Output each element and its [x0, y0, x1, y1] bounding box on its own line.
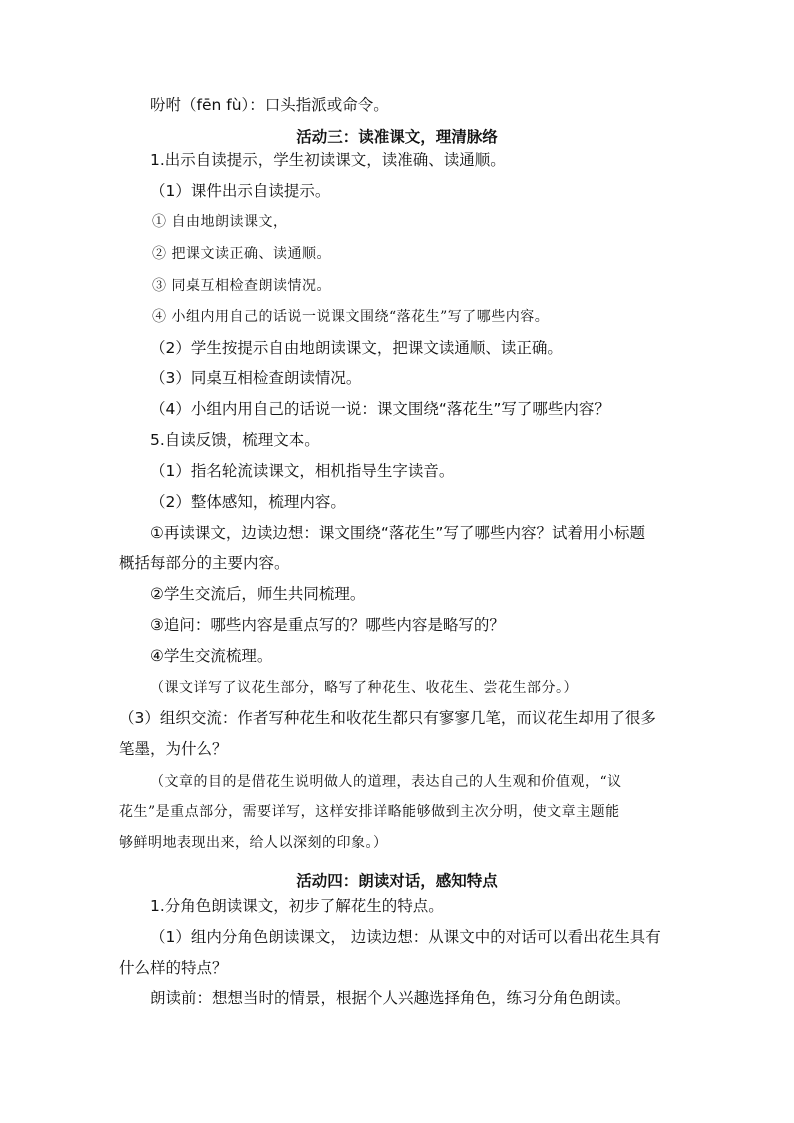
- note2-line-c: 够鲜明地表现出来，给人以深刻的印象。）: [119, 835, 388, 851]
- prompt-3: ③ 同桌互相检查朗读情况。: [152, 278, 331, 294]
- section3-sub2: （2）学生按提示自由地朗读课文，把课文读通顺、读正确。: [150, 339, 563, 357]
- item4: ④学生交流梳理。: [150, 647, 273, 665]
- section3-sub1: （1）课件出示自读提示。: [150, 182, 331, 200]
- section3-sub3: （3）同桌互相检查朗读情况。: [150, 369, 362, 387]
- prompt-4: ④ 小组内用自己的话说一说课文围绕“落花生”写了哪些内容。: [152, 309, 550, 325]
- sub5-3-line-a: （3）组织交流：作者写种花生和收花生都只有寥寥几笔，而议花生却用了很多: [119, 709, 656, 727]
- section3-sub4: （4）小组内用自己的话说一说：课文围绕“落花生”写了哪些内容？: [150, 400, 610, 418]
- note1: （课文详写了议花生部分，略写了种花生、收花生、尝花生部分。）: [150, 680, 578, 696]
- item1-line-b: 概括每部分的主要内容。: [119, 554, 290, 572]
- item3: ③追问：哪些内容是重点写的？哪些内容是略写的？: [150, 616, 505, 634]
- item1-line-a: ①再读课文，边读边想：课文围绕“落花生”写了哪些内容？试着用小标题: [150, 524, 645, 542]
- note2-line-b: 花生”是重点部分，需要详写，这样安排详略能够做到主次分明，使文章主题能: [119, 804, 620, 820]
- section4-before: 朗读前：想想当时的情景，根据个人兴趣选择角色，练习分角色朗读。: [150, 989, 631, 1007]
- vocab-line: 吩咐（fēn fù）：口头指派或命令。: [150, 96, 389, 114]
- prompt-2: ② 把课文读正确、读通顺。: [152, 246, 331, 262]
- item2: ②学生交流后，师生共同梳理。: [150, 585, 366, 603]
- section3-heading: 活动三：读准课文，理清脉络: [296, 128, 498, 146]
- section4-sub1-line-a: （1）组内分角色朗读课文， 边读边想：从课文中的对话可以看出花生具有: [150, 928, 661, 946]
- section4-step1: 1.分角色朗读课文，初步了解花生的特点。: [150, 897, 444, 915]
- note2-line-a: （文章的目的是借花生说明做人的道理，表达自己的人生观和价值观，“议: [150, 774, 622, 790]
- section4-sub1-line-b: 什么样的特点？: [119, 959, 228, 977]
- section3-sub5-2: （2）整体感知，梳理内容。: [150, 493, 346, 511]
- section4-heading: 活动四：朗读对话，感知特点: [296, 872, 498, 890]
- section3-step1: 1.出示自读提示，学生初读课文，读准确、读通顺。: [150, 151, 506, 169]
- sub5-3-line-b: 笔墨，为什么？: [119, 740, 228, 758]
- prompt-1: ① 自由地朗读课文，: [152, 214, 288, 230]
- section3-sub5-1: （1）指名轮流读课文，相机指导生字读音。: [150, 462, 455, 480]
- section3-step5: 5.自读反馈，梳理文本。: [150, 431, 320, 449]
